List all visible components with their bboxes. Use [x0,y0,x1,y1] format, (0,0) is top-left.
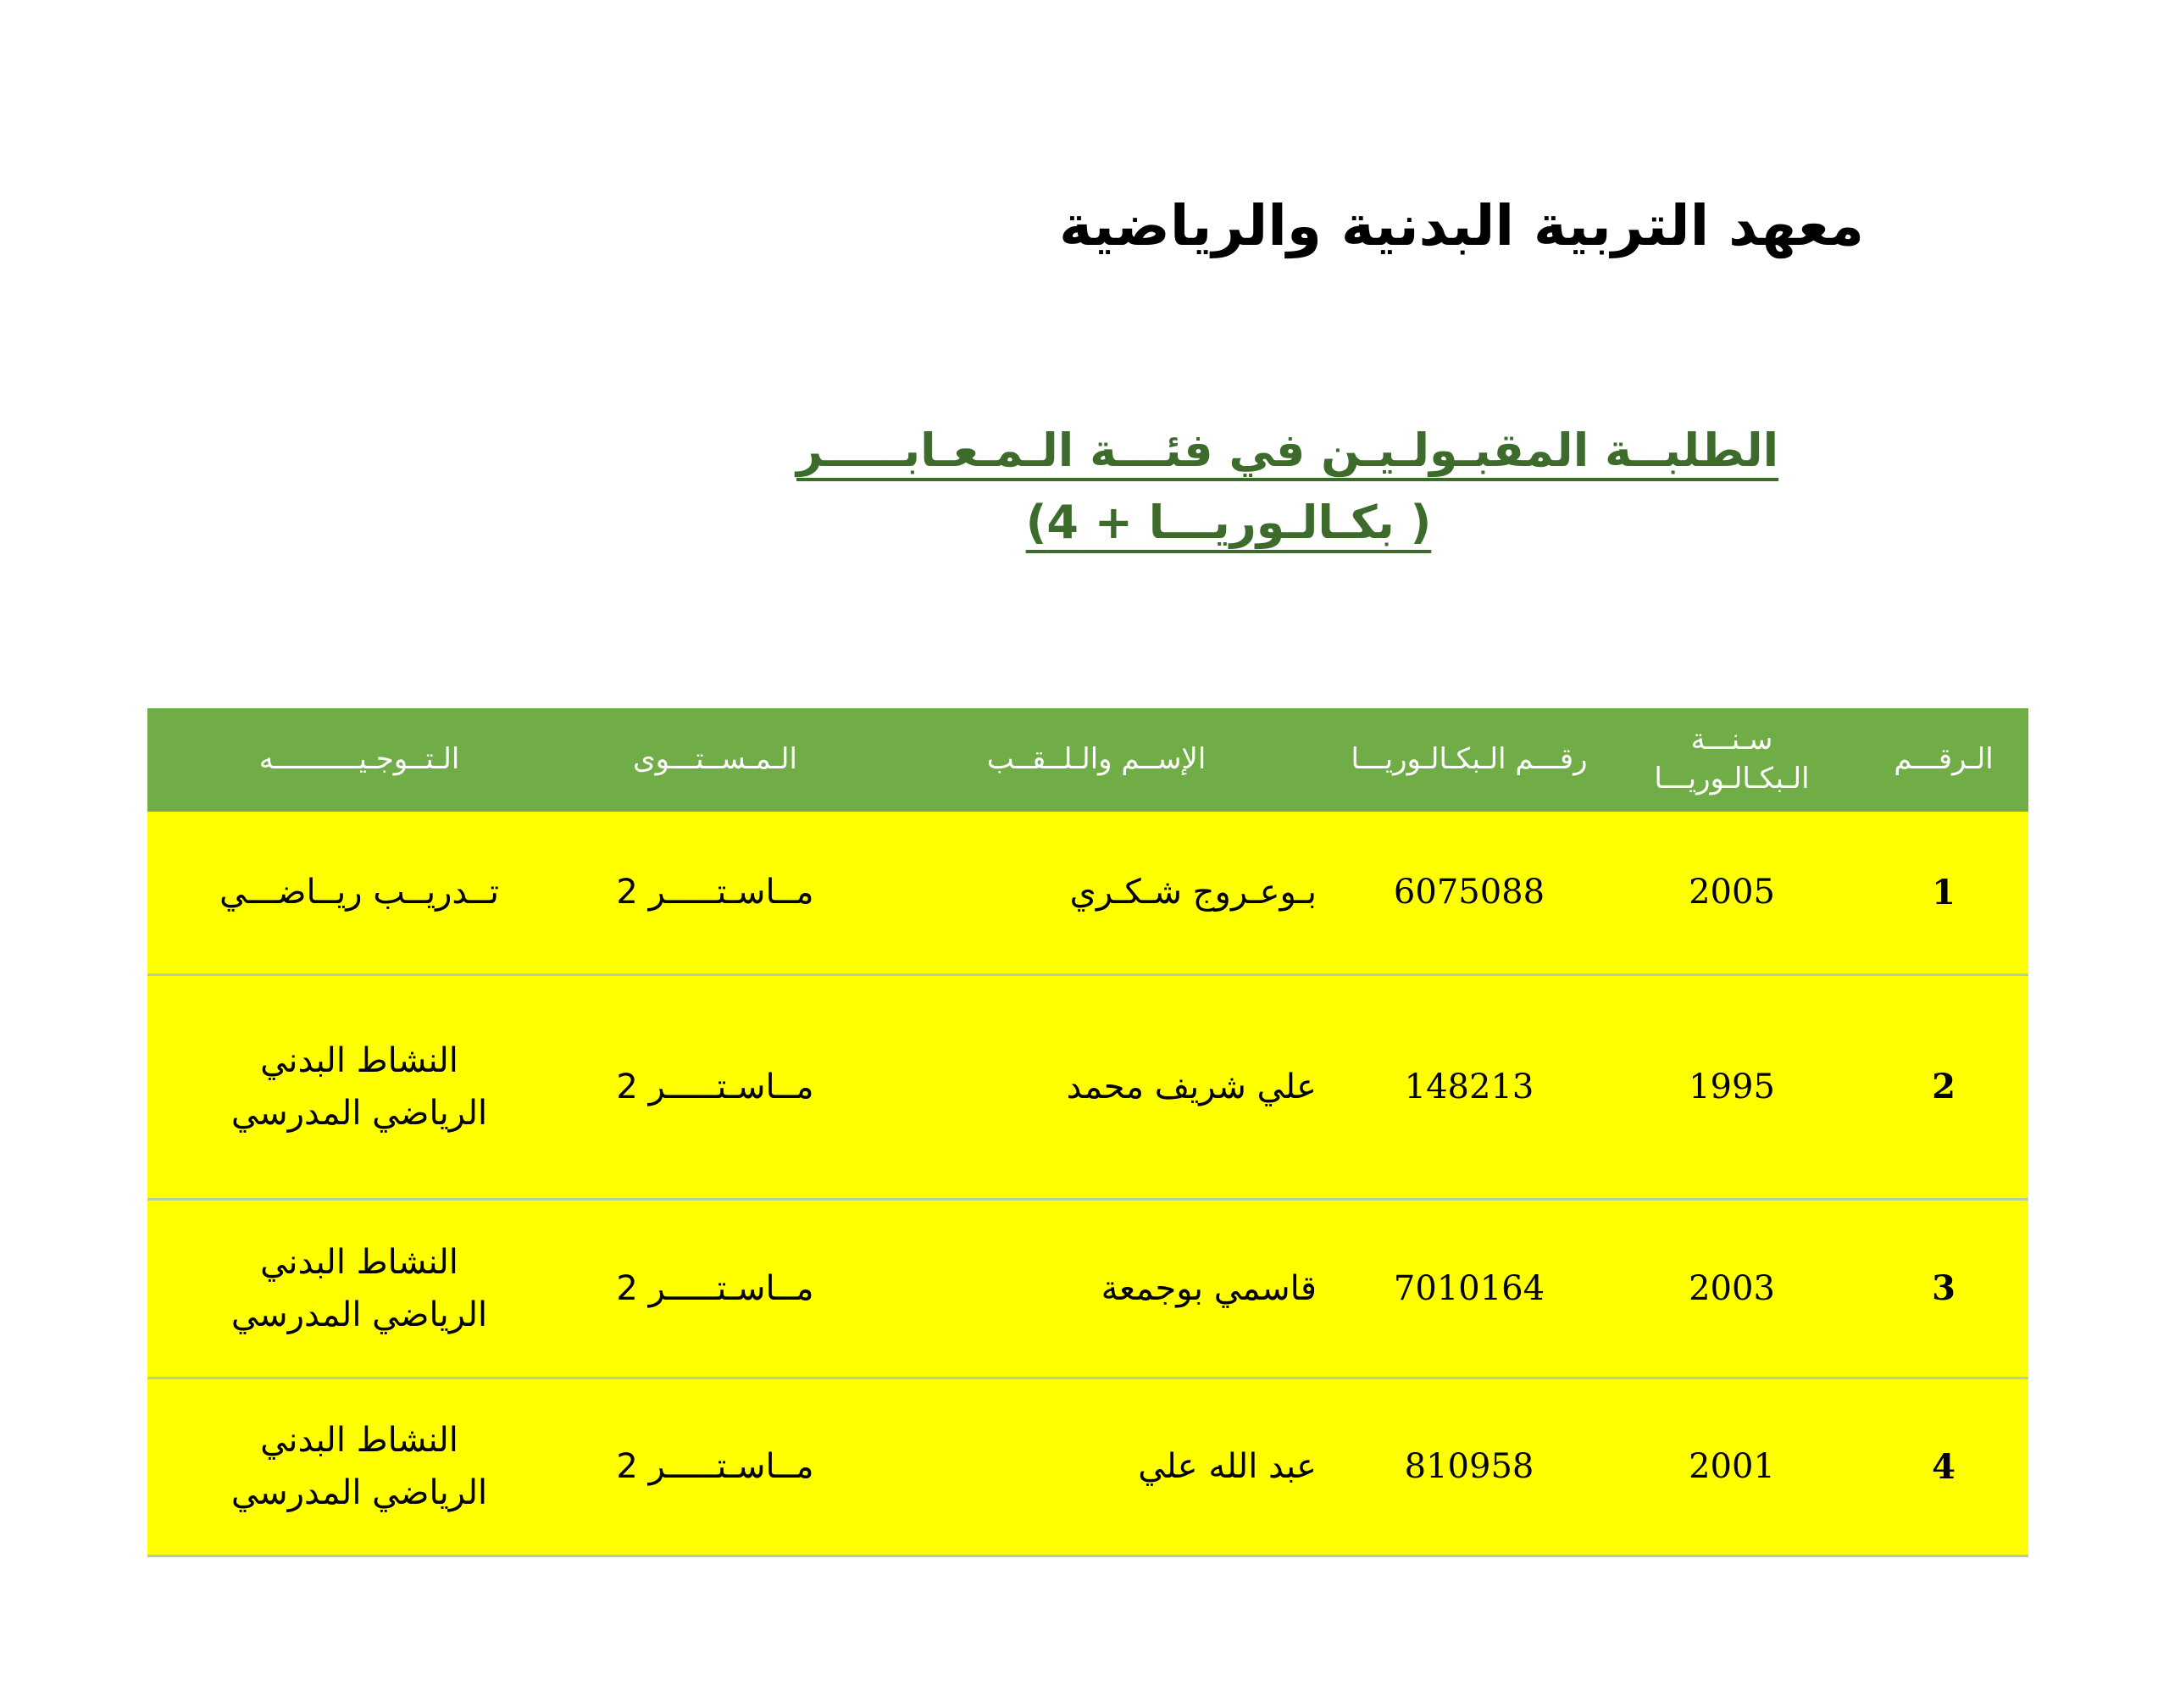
cell-name: قاسمي بوجمعة [859,1199,1334,1378]
table-header [147,708,2028,812]
table-row [147,974,2028,1199]
cell-bac-number: 810958 [1334,1378,1605,1556]
header-num: الـرقـــم [1859,708,2028,812]
cell-num: 3 [1859,1199,2028,1378]
table-body [147,812,2028,1556]
cell-bac-number: 148213 [1334,974,1605,1199]
cell-direction [147,1378,571,1556]
direction-line-2: الرياضي المدرسي [230,1295,488,1334]
cell-num: 2 [1859,974,2028,1199]
cell-bac-year: 2001 [1605,1378,1859,1556]
cell-num: 1 [1859,812,2028,974]
header-bac-number: رقـــم الـبكـالـوريـــا [1334,708,1605,812]
header-row [147,708,2028,812]
table-row [147,1199,2028,1378]
students-table [147,708,2028,1557]
direction-line-2: الرياضي المدرسي [230,1093,488,1133]
cell-bac-number: 7010164 [1334,1199,1605,1378]
cell-bac-year: 1995 [1605,974,1859,1199]
direction-line-1: النشاط البدني [260,1421,458,1460]
cell-bac-number: 6075088 [1334,812,1605,974]
header-name: الإســم والـلــقــب [859,708,1334,812]
direction-line-1: تــدريــب ريــاضـــي [219,873,499,912]
cell-name: علي شريف محمد [859,974,1334,1199]
cell-level: مــاسـتـــــر 2 [571,1199,859,1378]
header-level: الـمـســتـــوى [571,708,859,812]
header-direction: الـتــوجـيــــــــــه [147,708,571,812]
cell-bac-year: 2005 [1605,812,1859,974]
cell-num: 4 [1859,1378,2028,1556]
table-row [147,812,2028,974]
cell-name: بـوعـروج شـكـري [859,812,1334,974]
direction-line-2: الرياضي المدرسي [230,1473,488,1512]
cell-direction [147,812,571,974]
header-bac-year: سـنـــة الـبكـالـوريـــا [1605,708,1859,812]
cell-name: عبد الله علي [859,1378,1334,1556]
table-row [147,1378,2028,1556]
cell-direction [147,1199,571,1378]
heading-line-2: ( بكـالـوريـــا + 4) [1025,496,1432,549]
cell-level: مــاسـتـــــر 2 [571,1378,859,1556]
cell-level: مــاسـتـــــر 2 [571,974,859,1199]
heading-line-1: الطلبــة المقبـولـيـن في فئـــة الـمـعـابـــــر [796,424,1779,477]
direction-line-1: النشاط البدني [260,1242,458,1282]
institute-title: معهد التربية البدنية والرياضية [1059,193,1864,258]
cell-direction [147,974,571,1199]
cell-level: مــاسـتـــــر 2 [571,812,859,974]
cell-bac-year: 2003 [1605,1199,1859,1378]
document-heading [796,424,1779,549]
direction-line-1: النشاط البدني [260,1040,458,1080]
